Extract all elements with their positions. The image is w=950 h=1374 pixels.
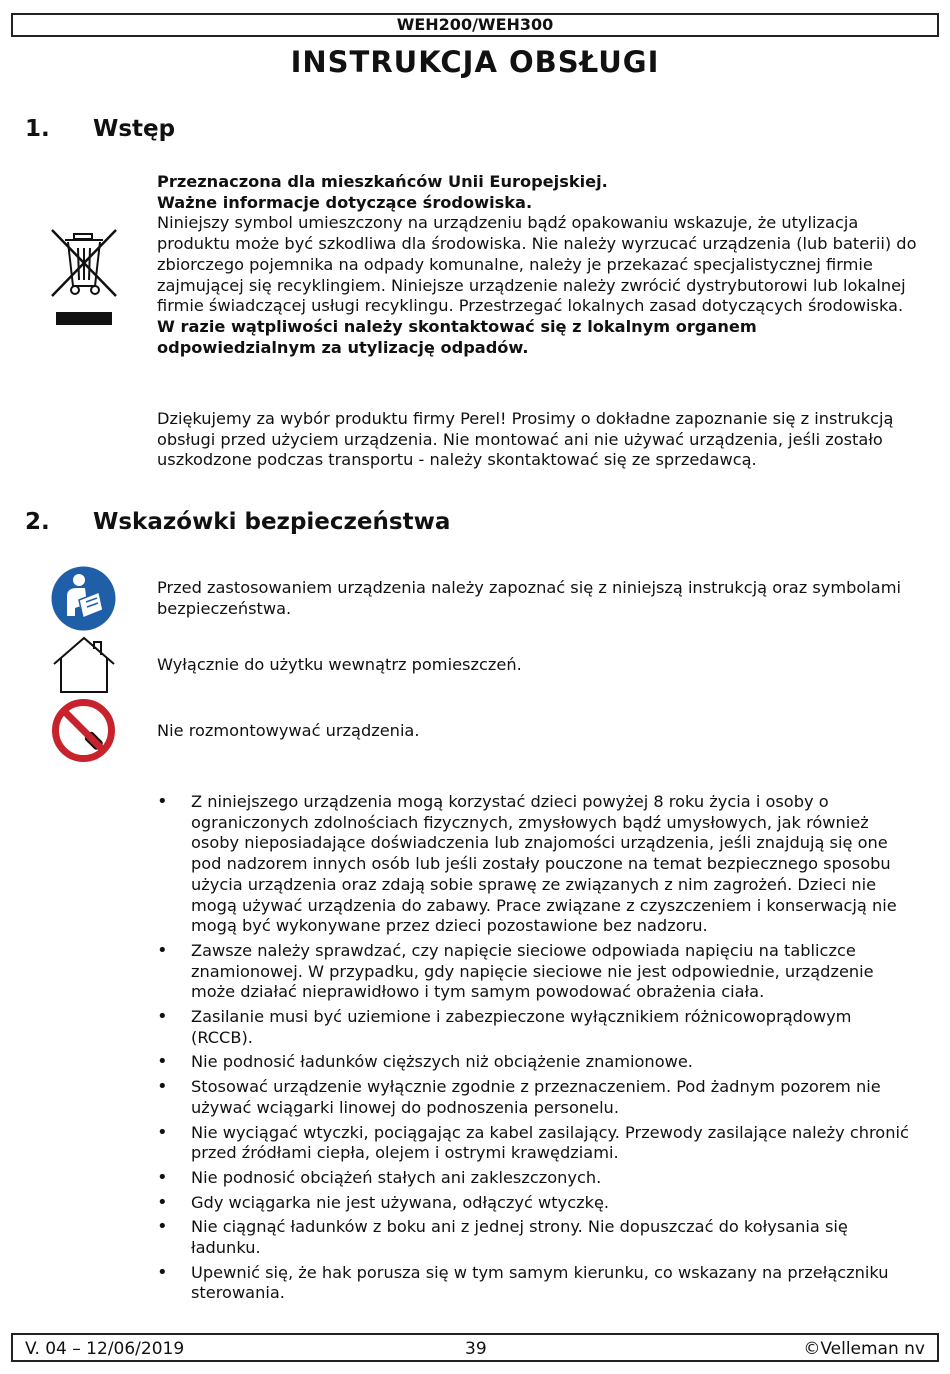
- section-number: 2.: [25, 509, 50, 535]
- list-item: • Z niniejszego urządzenia mogą korzystać dzieci powyżej 8 roku życia i osoby o ograniczonych zdolnościach fizycznych, zmysłowych bądź umysłowych, jak również osoby nieposiadające doświadczenia lub znajomości urządzenia, jeśli znajdują się one pod nadzorem innych osób lub jeśli zostały pouczone na temat bezpiecznego sposobu użycia urządzenia oraz zdają sobie sprawę ze związanych z nim zagrożeń. Dzieci nie mogą używać urządzenia do zabawy. Prace związane z czyszczeniem i konserwacją nie mogą być wykonywane przez dzieci pozostawione bez nadzoru.: [157, 792, 917, 937]
- list-item: • Zasilanie musi być uziemione i zabezpieczone wyłącznikiem różnicowoprądowym (RCCB).: [157, 1007, 917, 1048]
- eu-line-1: Przeznaczona dla mieszkańców Unii Europejskiej.: [157, 172, 608, 191]
- safety-bullet-list: [157, 792, 917, 1308]
- page-number: 39: [465, 1339, 487, 1359]
- section-title: Wskazówki bezpieczeństwa: [93, 509, 451, 535]
- eu-line-2: Ważne informacje dotyczące środowiska.: [157, 192, 533, 212]
- page-title: INSTRUKCJA OBSŁUGI: [290, 45, 660, 79]
- footer-bar: [11, 1333, 939, 1362]
- list-item: • Nie ciągnąć ładunków z boku ani z jednej strony. Nie dopuszczać do kołysania się ładunku.: [157, 1217, 917, 1258]
- weee-bin-icon: [48, 226, 120, 330]
- no-disassembly-icon: [51, 698, 116, 763]
- section-heading-intro: [25, 116, 175, 142]
- list-item: • Stosować urządzenie wyłącznie zgodnie z przeznaczeniem. Pod żadnym pozorem nie używać wciągarki linowej do podnoszenia personelu.: [157, 1077, 917, 1118]
- section-number: 1.: [25, 116, 50, 142]
- symbol-text-disassembly: Nie rozmontowywać urządzenia.: [157, 721, 420, 740]
- list-item: • Upewnić się, że hak porusza się w tym samym kierunku, co wskazany na przełączniku sterowania.: [157, 1263, 917, 1304]
- read-manual-icon: [51, 566, 116, 631]
- symbol-text-manual: Przed zastosowaniem urządzenia należy zapoznać się z niniejszą instrukcją oraz symbolami bezpieczeństwa.: [157, 578, 901, 618]
- model-name: WEH200/WEH300: [396, 15, 554, 34]
- list-item: • Nie wyciągać wtyczki, pociągając za kabel zasilający. Przewody zasilające należy chronić przed źródłami ciepła, olejem i ostrymi krawędziami.: [157, 1123, 917, 1164]
- symbol-text-indoor: Wyłącznie do użytku wewnątrz pomieszczeń.: [157, 655, 522, 674]
- eu-notice: [157, 172, 917, 358]
- list-item: • Gdy wciągarka nie jest używana, odłączyć wtyczkę.: [157, 1193, 917, 1214]
- list-item: • Nie podnosić ładunków cięższych niż obciążenie znamionowe.: [157, 1052, 917, 1073]
- weee-text: Niniejszy symbol umieszczony na urządzeniu bądź opakowaniu wskazuje, że utylizacja produktu może być szkodliwa dla środowiska. Nie należy wyrzucać urządzenia (lub baterii) do zbiorczego pojemnika na odpady komunalne, należy je przekazać specjalistycznej firmie zajmującej się recyklingiem. Niniejsze urządzenie należy zwrócić dystrybutorowi lub lokalnej firmie świadczącej usługi recyklingu. Przestrzegać lokalnych zasad dotyczących środowiska.: [157, 213, 917, 316]
- thanks-paragraph: Dziękujemy za wybór produktu firmy Perel! Prosimy o dokładne zapoznanie się z instrukcją obsługi przed użyciem urządzenia. Nie montować ani nie używać urządzenia, jeśli zostało uszkodzone podczas transportu - należy skontaktować się ze sprzedawcą.: [157, 409, 894, 470]
- indoor-house-icon: [50, 634, 118, 696]
- section-heading-safety: [25, 509, 450, 535]
- header-bar: [11, 13, 939, 37]
- weee-bold-text: W razie wątpliwości należy skontaktować się z lokalnym organem odpowiedzialnym za utylizację odpadów.: [157, 316, 757, 357]
- list-item: • Zawsze należy sprawdzać, czy napięcie sieciowe odpowiada napięciu na tabliczce znamionowej. W przypadku, gdy napięcie sieciowe nie jest odpowiednie, urządzenie może działać nieprawidłowo i tym samym powodować obrażenia ciała.: [157, 941, 917, 1003]
- footer-version: V. 04 – 12/06/2019: [25, 1339, 185, 1359]
- footer-copyright: ©Velleman nv: [803, 1339, 925, 1359]
- list-item: • Nie podnosić obciążeń stałych ani zakleszczonych.: [157, 1168, 917, 1189]
- section-title: Wstęp: [93, 116, 176, 142]
